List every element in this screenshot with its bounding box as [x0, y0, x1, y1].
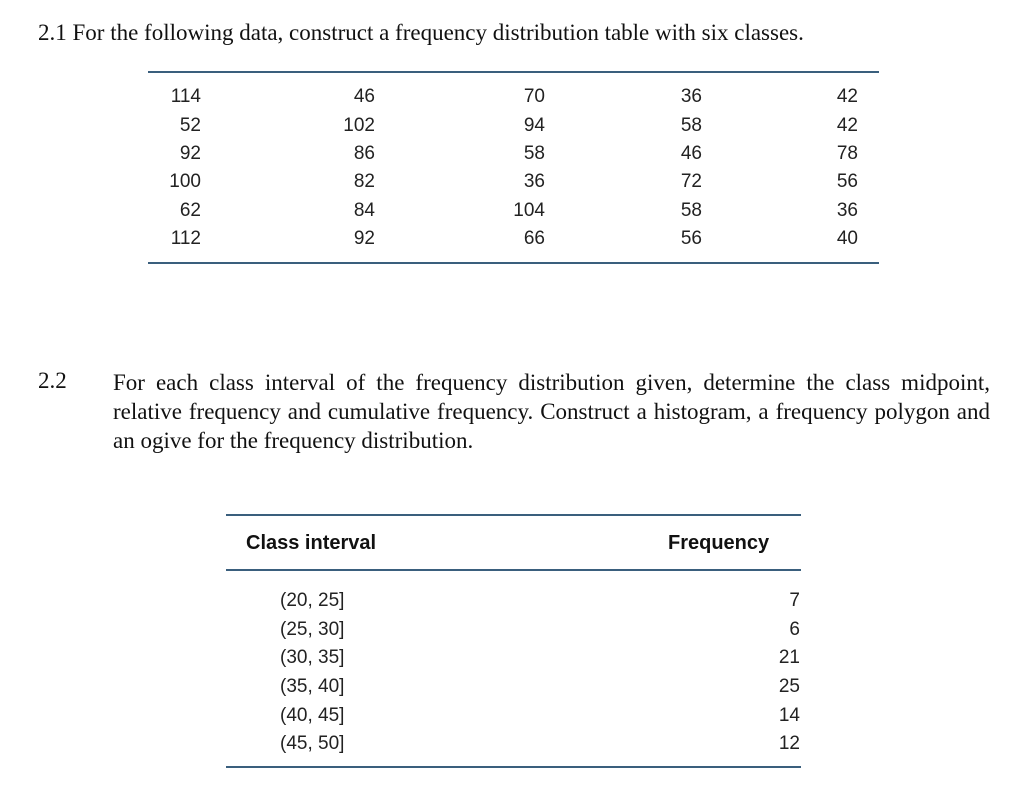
class-interval-cell: (40, 45]	[280, 704, 345, 726]
table-row	[226, 644, 801, 673]
frequency-cell: 21	[778, 647, 800, 669]
table-row	[148, 83, 858, 111]
data-cell: 56	[680, 228, 702, 250]
table-row	[226, 616, 801, 645]
question-2-1-heading: 2.1 For the following data, construct a frequency distribution table with six classes.	[38, 20, 804, 45]
data-cell: 114	[170, 86, 201, 108]
raw-data-table	[148, 83, 858, 253]
frequency-table-bottom-rule	[226, 766, 801, 768]
data-cell: 104	[513, 199, 545, 221]
data-cell: 36	[836, 199, 858, 221]
frequency-cell: 25	[778, 676, 800, 698]
data-cell: 92	[179, 142, 201, 164]
table-row	[226, 701, 801, 730]
data-cell: 84	[353, 199, 375, 221]
data-cell: 82	[353, 171, 375, 193]
table-row	[148, 225, 858, 253]
data-cell: 46	[680, 142, 702, 164]
data-cell: 100	[169, 171, 201, 193]
table-row	[148, 168, 858, 196]
class-interval-cell: (20, 25]	[280, 590, 345, 612]
class-interval-cell: (35, 40]	[280, 676, 345, 698]
data-cell: 58	[680, 199, 702, 221]
table-row	[148, 197, 858, 225]
class-interval-cell: (45, 50]	[280, 733, 345, 755]
data-cell: 92	[353, 228, 375, 250]
data-cell: 36	[523, 171, 545, 193]
data-cell: 78	[836, 142, 858, 164]
data-cell: 52	[179, 114, 201, 136]
frequency-cell: 7	[789, 590, 800, 612]
data-cell: 42	[836, 114, 858, 136]
data-table-bottom-rule	[148, 262, 879, 264]
frequency-table-top-rule	[226, 514, 801, 516]
data-cell: 46	[353, 86, 375, 108]
table-row	[226, 673, 801, 702]
data-table-top-rule	[148, 71, 879, 73]
class-interval-cell: (25, 30]	[280, 618, 345, 640]
data-cell: 62	[179, 199, 201, 221]
table-row	[226, 587, 801, 616]
data-cell: 66	[523, 228, 545, 250]
data-cell: 94	[523, 114, 545, 136]
frequency-table-header-rule	[226, 569, 801, 571]
table-row	[226, 730, 801, 759]
question-2-2-number: 2.2	[38, 368, 67, 393]
frequency-cell: 6	[789, 618, 800, 640]
data-cell: 86	[353, 142, 375, 164]
data-cell: 42	[836, 86, 858, 108]
data-cell: 72	[680, 171, 702, 193]
data-cell: 58	[523, 142, 545, 164]
data-cell: 112	[170, 228, 201, 250]
class-interval-header: Class interval	[246, 532, 377, 554]
data-cell: 56	[836, 171, 858, 193]
table-row	[148, 111, 858, 139]
data-cell: 70	[523, 86, 545, 108]
data-cell: 40	[836, 228, 858, 250]
frequency-cell: 12	[778, 733, 800, 755]
data-cell: 102	[343, 114, 375, 136]
data-cell: 58	[680, 114, 702, 136]
frequency-cell: 14	[778, 704, 800, 726]
class-interval-cell: (30, 35]	[280, 647, 345, 669]
frequency-header: Frequency	[668, 532, 770, 554]
data-cell: 36	[680, 86, 702, 108]
question-2-2-text: For each class interval of the frequency distribution given, determine the class midpoint, relative frequency and cumulative frequency. Construct a histogram, a frequency polygon and an ogive for the frequency distribution.	[113, 370, 990, 453]
frequency-table	[226, 587, 801, 759]
table-row	[148, 140, 858, 168]
